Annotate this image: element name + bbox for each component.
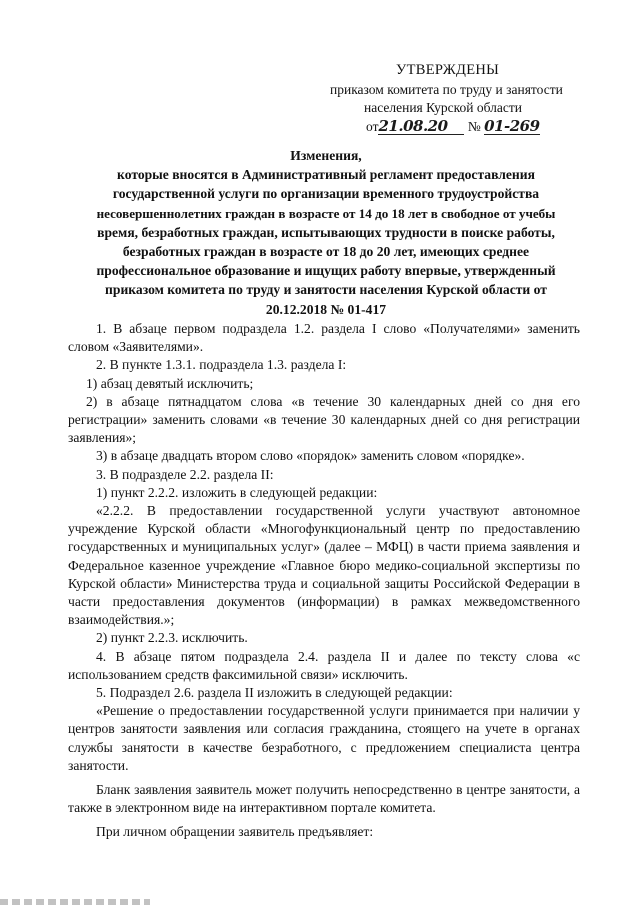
title-line: приказом комитета по труду и занятости населения Курской области от [105, 282, 547, 298]
title-line: время, безработных граждан, испытывающих трудности в поиске работы, [97, 224, 555, 240]
title-line: Изменения, [290, 148, 362, 163]
paragraph: 2) в абзаце пятнадцатом слова «в течение 30 календарных дней со дня его регистрации» заменить словами «в течение 30 календарных дней со дня регистрации заявления»; [68, 393, 580, 446]
handwritten-date: 21.08.20 [378, 117, 448, 135]
paragraph: 1) абзац девятый исключить; [86, 375, 254, 391]
title-line: несовершеннолетних граждан в возрасте от 14 до 18 лет в свободное от учебы [96, 205, 556, 221]
paragraph: 4. В абзаце пятом подраздела 2.4. раздела II и далее по тексту слова «с использованием средств факсимильной связи» исключить. [68, 648, 580, 682]
document-title [76, 146, 576, 319]
approval-date-number [366, 118, 540, 135]
paragraph: «Решение о предоставлении государственной услуги принимается при наличии у центров занятости заявления или согласия гражданина, стоящего на учете в органах службы занятости в качестве безработного, с предложением специалиста центра занятости. [68, 703, 580, 773]
number-field [484, 118, 540, 135]
scan-edge-artifact [0, 899, 150, 905]
title-line: профессиональное образование и ищущих работу впервые, утвержденный [96, 263, 556, 279]
paragraph: 1) пункт 2.2.2. изложить в следующей редакции: [96, 484, 378, 500]
title-line: безработных граждан в возрасте от 18 до 20 лет, имеющих среднее [122, 244, 530, 260]
number-prefix: № [467, 119, 481, 134]
document-body [68, 320, 580, 842]
paragraph: При личном обращении заявитель предъявляет: [96, 824, 374, 840]
title-line: государственной услуги по организации временного трудоустройства [112, 186, 540, 202]
paragraph: 1. В абзаце первом подраздела 1.2. раздела I слово «Получателями» заменить словом «Заявителями». [68, 321, 580, 355]
paragraph: 3. В подразделе 2.2. раздела II: [96, 466, 274, 482]
paragraph: 3) в абзаце двадцать втором слово «порядок» заменить словом «порядке». [96, 448, 525, 464]
title-line: 20.12.2018 № 01-417 [265, 301, 387, 317]
paragraph: 2) пункт 2.2.3. исключить. [96, 630, 248, 646]
approval-line-region: населения Курской области [364, 100, 522, 115]
title-line: которые вносятся в Административный регламент предоставления [117, 167, 535, 183]
paragraph: Бланк заявления заявитель может получить непосредственно в центре занятости, а также в электронном виде на интерактивном портале комитета. [68, 782, 580, 816]
approval-line-order: приказом комитета по труду и занятости [330, 82, 563, 97]
date-prefix: от [366, 119, 379, 134]
date-field [378, 118, 464, 135]
paragraph: 5. Подраздел 2.6. раздела II изложить в следующей редакции: [96, 685, 453, 701]
handwritten-number: 01-269 [484, 117, 540, 135]
paragraph: «2.2.2. В предоставлении государственной услуги участвуют автономное учреждение Курской области «Многофункциональный центр по предоставлению государственных и муниципальных услуг» (далее – МФЦ) в части приема заявления и Федеральное казенное учреждение «Главное бюро медико-социальной экспертизы по Курской области» Министерства труда и социальной защиты Российской Федерации в части предоставления документов (информации) в рамках межведомственного взаимодействия.»; [68, 503, 580, 628]
approval-title: УТВЕРЖДЕНЫ [396, 62, 500, 78]
paragraph: 2. В пункте 1.3.1. подраздела 1.3. раздела I: [96, 357, 347, 373]
